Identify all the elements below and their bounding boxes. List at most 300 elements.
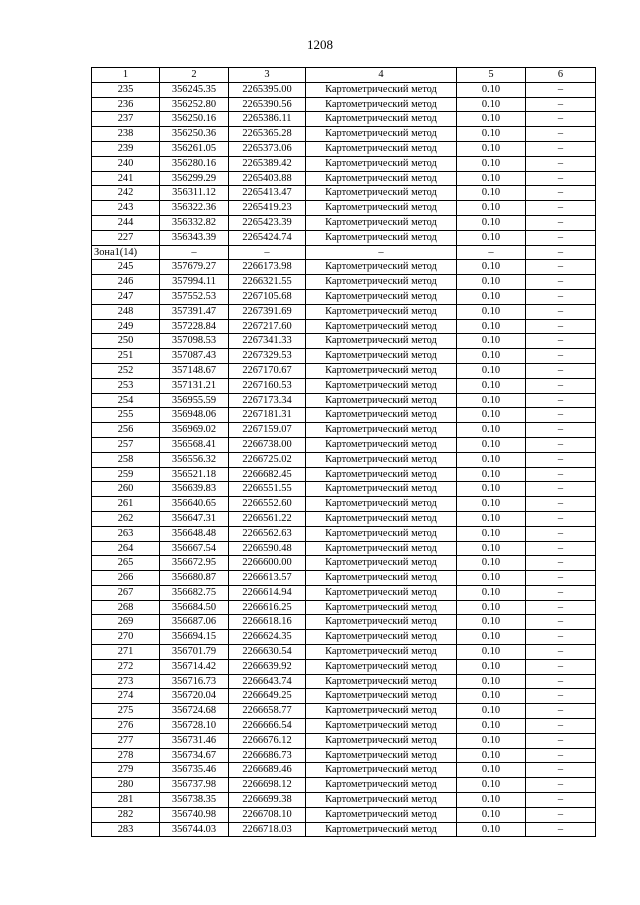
table-row [92, 659, 596, 674]
table-cell: – [526, 275, 596, 290]
table-row [92, 719, 596, 734]
table-cell: 2267170.67 [229, 363, 306, 378]
table-cell: 356647.31 [160, 511, 229, 526]
table-row [92, 704, 596, 719]
table-cell: Картометрический метод [306, 437, 457, 452]
table-cell: – [526, 511, 596, 526]
table-row [92, 393, 596, 408]
table-cell: 356250.16 [160, 112, 229, 127]
table-row [92, 215, 596, 230]
table-cell: 356738.35 [160, 793, 229, 808]
table-cell: Картометрический метод [306, 363, 457, 378]
table-cell: 269 [92, 615, 160, 630]
table-cell: 259 [92, 467, 160, 482]
table-cell: Картометрический метод [306, 482, 457, 497]
table-row [92, 437, 596, 452]
table-cell: – [526, 719, 596, 734]
table-cell: 356332.82 [160, 215, 229, 230]
table-cell: 2267329.53 [229, 349, 306, 364]
table-cell: – [526, 733, 596, 748]
table-cell: – [526, 585, 596, 600]
table-cell: 356521.18 [160, 467, 229, 482]
table-cell: Картометрический метод [306, 511, 457, 526]
table-cell: 278 [92, 748, 160, 763]
table-cell: 2266699.38 [229, 793, 306, 808]
zone-label-cell: Зона1(14) [92, 245, 160, 260]
table-cell: – [526, 156, 596, 171]
table-cell: Картометрический метод [306, 600, 457, 615]
table-cell: Картометрический метод [306, 645, 457, 660]
table-cell: – [526, 215, 596, 230]
table-cell: 2266173.98 [229, 260, 306, 275]
table-cell: – [526, 112, 596, 127]
table-cell: 2266682.45 [229, 467, 306, 482]
table-cell: 271 [92, 645, 160, 660]
table-cell: 282 [92, 807, 160, 822]
table-cell: 2266643.74 [229, 674, 306, 689]
table-row [92, 630, 596, 645]
table-cell: 356672.95 [160, 556, 229, 571]
table-cell: 238 [92, 127, 160, 142]
table-cell: Картометрический метод [306, 260, 457, 275]
table-cell: Картометрический метод [306, 689, 457, 704]
table-cell: 356252.80 [160, 97, 229, 112]
zone-row [92, 245, 596, 260]
table-cell: Картометрический метод [306, 275, 457, 290]
table-cell: – [526, 748, 596, 763]
table-cell: 0.10 [457, 645, 526, 660]
table-cell: 2266698.12 [229, 778, 306, 793]
table-cell: Картометрический метод [306, 526, 457, 541]
table-cell: Картометрический метод [306, 156, 457, 171]
table-cell: 0.10 [457, 112, 526, 127]
table-cell: – [526, 334, 596, 349]
table-cell: 356714.42 [160, 659, 229, 674]
table-cell: 246 [92, 275, 160, 290]
table-cell: 0.10 [457, 733, 526, 748]
table-row [92, 763, 596, 778]
table-cell: 248 [92, 304, 160, 319]
table-cell: 356948.06 [160, 408, 229, 423]
table-cell: 356731.46 [160, 733, 229, 748]
table-cell: 0.10 [457, 526, 526, 541]
table-cell: 0.10 [457, 437, 526, 452]
table-cell: 356343.39 [160, 230, 229, 245]
table-cell: 0.10 [457, 141, 526, 156]
table-cell: 0.10 [457, 304, 526, 319]
table-cell: 243 [92, 201, 160, 216]
table-cell: 0.10 [457, 600, 526, 615]
table-cell: – [526, 807, 596, 822]
table-row [92, 186, 596, 201]
table-cell: 0.10 [457, 763, 526, 778]
table-cell: 356720.04 [160, 689, 229, 704]
table-cell: – [526, 408, 596, 423]
column-header: 3 [229, 68, 306, 83]
table-cell: 0.10 [457, 807, 526, 822]
table-cell: – [526, 615, 596, 630]
table-cell: 2267173.34 [229, 393, 306, 408]
table-cell: 357552.53 [160, 289, 229, 304]
column-header: 4 [306, 68, 457, 83]
table-cell: 0.10 [457, 289, 526, 304]
table-cell: 2266561.22 [229, 511, 306, 526]
table-row [92, 423, 596, 438]
table-cell: Картометрический метод [306, 793, 457, 808]
table-cell: 274 [92, 689, 160, 704]
table-cell: 2266551.55 [229, 482, 306, 497]
table-cell: 356740.98 [160, 807, 229, 822]
table-cell: 356322.36 [160, 201, 229, 216]
table-cell: 264 [92, 541, 160, 556]
table-cell: – [526, 349, 596, 364]
table-cell: Картометрический метод [306, 748, 457, 763]
table-cell: 356299.29 [160, 171, 229, 186]
table-cell: 2266618.16 [229, 615, 306, 630]
table-cell: 2267341.33 [229, 334, 306, 349]
table-cell: 0.10 [457, 511, 526, 526]
table-cell: 249 [92, 319, 160, 334]
table-cell: 356682.75 [160, 585, 229, 600]
table-cell: Картометрический метод [306, 186, 457, 201]
column-header: 1 [92, 68, 160, 83]
table-cell: Картометрический метод [306, 719, 457, 734]
table-cell: Картометрический метод [306, 659, 457, 674]
table-cell: 281 [92, 793, 160, 808]
table-cell: Картометрический метод [306, 230, 457, 245]
table-cell: 275 [92, 704, 160, 719]
header-row [92, 68, 596, 83]
table-cell: – [526, 659, 596, 674]
table-cell: 2267159.07 [229, 423, 306, 438]
coordinates-table [91, 67, 596, 837]
table-row [92, 171, 596, 186]
table-cell: 356684.50 [160, 600, 229, 615]
table-cell: 357391.47 [160, 304, 229, 319]
table-cell: – [526, 778, 596, 793]
table-row [92, 289, 596, 304]
table-cell: 2266676.12 [229, 733, 306, 748]
table-cell: – [526, 689, 596, 704]
table-row [92, 334, 596, 349]
table-cell: 0.10 [457, 615, 526, 630]
table-cell: 0.10 [457, 97, 526, 112]
table-cell: Картометрический метод [306, 423, 457, 438]
table-cell: – [526, 704, 596, 719]
table-cell: – [457, 245, 526, 260]
table-cell: – [526, 378, 596, 393]
table-cell: 0.10 [457, 230, 526, 245]
table-cell: 2266590.48 [229, 541, 306, 556]
table-row [92, 127, 596, 142]
table-row [92, 526, 596, 541]
table-cell: 235 [92, 82, 160, 97]
table-cell: 356250.36 [160, 127, 229, 142]
table-cell: 356694.15 [160, 630, 229, 645]
table-cell: 237 [92, 112, 160, 127]
table-cell: 2266725.02 [229, 452, 306, 467]
table-row [92, 97, 596, 112]
table-cell: – [526, 141, 596, 156]
table-cell: – [526, 230, 596, 245]
table-cell: 356955.59 [160, 393, 229, 408]
table-cell: – [526, 245, 596, 260]
table-cell: Картометрический метод [306, 408, 457, 423]
table-cell: Картометрический метод [306, 97, 457, 112]
table-row [92, 645, 596, 660]
table-cell: 2265389.42 [229, 156, 306, 171]
table-row [92, 615, 596, 630]
table-cell: 279 [92, 763, 160, 778]
table-row [92, 230, 596, 245]
table-cell: 0.10 [457, 748, 526, 763]
table-body-zone [92, 245, 596, 260]
table-cell: 2265403.88 [229, 171, 306, 186]
table-row [92, 112, 596, 127]
table-cell: – [526, 497, 596, 512]
table-row [92, 822, 596, 837]
table-cell: 0.10 [457, 349, 526, 364]
table-cell: 268 [92, 600, 160, 615]
table-cell: 2266718.03 [229, 822, 306, 837]
table-row [92, 807, 596, 822]
table-cell: 2265390.56 [229, 97, 306, 112]
table-cell: – [526, 260, 596, 275]
table-cell: 0.10 [457, 127, 526, 142]
table-cell: 258 [92, 452, 160, 467]
table-cell: – [526, 363, 596, 378]
table-cell: 356556.32 [160, 452, 229, 467]
table-row [92, 497, 596, 512]
table-cell: – [526, 571, 596, 586]
table-cell: 255 [92, 408, 160, 423]
table-cell: 357131.21 [160, 378, 229, 393]
table-cell: – [526, 556, 596, 571]
table-cell: 0.10 [457, 408, 526, 423]
table-cell: 356261.05 [160, 141, 229, 156]
table-cell: – [526, 82, 596, 97]
table-cell: 261 [92, 497, 160, 512]
table-cell: 0.10 [457, 215, 526, 230]
table-cell: – [229, 245, 306, 260]
table-row [92, 467, 596, 482]
table-cell: 2265373.06 [229, 141, 306, 156]
table-cell: Картометрический метод [306, 585, 457, 600]
page-number: 1208 [307, 37, 333, 52]
table-cell: – [526, 186, 596, 201]
table-cell: – [526, 822, 596, 837]
table-cell: 357098.53 [160, 334, 229, 349]
table-cell: – [526, 674, 596, 689]
table-cell: 356568.41 [160, 437, 229, 452]
table-cell: Картометрический метод [306, 393, 457, 408]
table-cell: Картометрический метод [306, 497, 457, 512]
table-cell: Картометрический метод [306, 630, 457, 645]
table-cell: Картометрический метод [306, 778, 457, 793]
table-cell: 250 [92, 334, 160, 349]
table-row [92, 363, 596, 378]
table-cell: Картометрический метод [306, 704, 457, 719]
table-cell: 0.10 [457, 378, 526, 393]
table-cell: Картометрический метод [306, 82, 457, 97]
table-body-zone-points [92, 260, 596, 837]
table-cell: – [526, 793, 596, 808]
table-cell: 260 [92, 482, 160, 497]
table-cell: – [526, 630, 596, 645]
table-cell: 283 [92, 822, 160, 837]
table-cell: – [526, 423, 596, 438]
table-cell: 0.10 [457, 467, 526, 482]
table-cell: 2266738.00 [229, 437, 306, 452]
table-cell: 356724.68 [160, 704, 229, 719]
table-cell: Картометрический метод [306, 127, 457, 142]
table-cell: 251 [92, 349, 160, 364]
table-row [92, 260, 596, 275]
table-cell: 356648.48 [160, 526, 229, 541]
table-cell: 2265419.23 [229, 201, 306, 216]
table-cell: 356680.87 [160, 571, 229, 586]
table-row [92, 511, 596, 526]
table-cell: 356728.10 [160, 719, 229, 734]
table-row [92, 452, 596, 467]
table-cell: 356639.83 [160, 482, 229, 497]
table-cell: 0.10 [457, 363, 526, 378]
table-cell: 356744.03 [160, 822, 229, 837]
table-cell: Картометрический метод [306, 467, 457, 482]
table-row [92, 349, 596, 364]
table-cell: 2267160.53 [229, 378, 306, 393]
table-cell: Картометрический метод [306, 112, 457, 127]
table-cell: 356667.54 [160, 541, 229, 556]
table-cell: 0.10 [457, 571, 526, 586]
table-cell: – [526, 482, 596, 497]
table-cell: 2266600.00 [229, 556, 306, 571]
table-cell: Картометрический метод [306, 763, 457, 778]
table-cell: Картометрический метод [306, 571, 457, 586]
table-cell: 276 [92, 719, 160, 734]
table-cell: 0.10 [457, 556, 526, 571]
table-cell: 356687.06 [160, 615, 229, 630]
table-cell: 2266658.77 [229, 704, 306, 719]
table-cell: 2267105.68 [229, 289, 306, 304]
table-row [92, 304, 596, 319]
table-cell: 2266686.73 [229, 748, 306, 763]
table-cell: 239 [92, 141, 160, 156]
table-cell: 356311.12 [160, 186, 229, 201]
table-cell: 357679.27 [160, 260, 229, 275]
table-cell: 356734.67 [160, 748, 229, 763]
table-cell: 2266321.55 [229, 275, 306, 290]
table-cell: Картометрический метод [306, 733, 457, 748]
table-cell: 2266630.54 [229, 645, 306, 660]
table-cell: 257 [92, 437, 160, 452]
column-header: 6 [526, 68, 596, 83]
table-row [92, 585, 596, 600]
table-row [92, 541, 596, 556]
table-cell: 2266616.25 [229, 600, 306, 615]
table-cell: Картометрический метод [306, 378, 457, 393]
table-cell: 2267181.31 [229, 408, 306, 423]
table-cell: Картометрический метод [306, 319, 457, 334]
table-cell: 0.10 [457, 659, 526, 674]
table-row [92, 793, 596, 808]
table-cell: 2266552.60 [229, 497, 306, 512]
table-cell: 0.10 [457, 319, 526, 334]
table-cell: 356245.35 [160, 82, 229, 97]
table-cell: – [306, 245, 457, 260]
table-cell: 0.10 [457, 186, 526, 201]
table-row [92, 600, 596, 615]
table-cell: 236 [92, 97, 160, 112]
table-cell: – [526, 467, 596, 482]
table-cell: 0.10 [457, 171, 526, 186]
table-cell: 0.10 [457, 822, 526, 837]
table-row [92, 156, 596, 171]
table-cell: 2265423.39 [229, 215, 306, 230]
table-cell: 0.10 [457, 674, 526, 689]
table-cell: 0.10 [457, 275, 526, 290]
table-cell: 0.10 [457, 585, 526, 600]
table-cell: 2266624.35 [229, 630, 306, 645]
table-cell: 0.10 [457, 393, 526, 408]
table-cell: 2265424.74 [229, 230, 306, 245]
table-cell: – [526, 526, 596, 541]
table-cell: – [526, 127, 596, 142]
table-cell: – [526, 393, 596, 408]
table-cell: Картометрический метод [306, 822, 457, 837]
table-cell: 240 [92, 156, 160, 171]
table-cell: 245 [92, 260, 160, 275]
table-cell: 2267217.60 [229, 319, 306, 334]
table-cell: 0.10 [457, 704, 526, 719]
table-cell: Картометрический метод [306, 615, 457, 630]
table-cell: Картометрический метод [306, 807, 457, 822]
table-row [92, 408, 596, 423]
table-row [92, 141, 596, 156]
table-cell: – [526, 437, 596, 452]
table-cell: 244 [92, 215, 160, 230]
table-cell: – [526, 452, 596, 467]
table-cell: Картометрический метод [306, 289, 457, 304]
table-cell: 2266613.57 [229, 571, 306, 586]
table-cell: 0.10 [457, 793, 526, 808]
table-cell: 2265395.00 [229, 82, 306, 97]
table-cell: Картометрический метод [306, 141, 457, 156]
table-cell: – [526, 319, 596, 334]
table-cell: 262 [92, 511, 160, 526]
table-cell: – [526, 541, 596, 556]
table-cell: Картометрический метод [306, 201, 457, 216]
table-cell: 241 [92, 171, 160, 186]
table-cell: 252 [92, 363, 160, 378]
table-cell: Картометрический метод [306, 674, 457, 689]
table-cell: 356737.98 [160, 778, 229, 793]
table-cell: 356969.02 [160, 423, 229, 438]
table-cell: 2266689.46 [229, 763, 306, 778]
table-cell: Картометрический метод [306, 541, 457, 556]
table-cell: – [526, 600, 596, 615]
table-cell: 0.10 [457, 482, 526, 497]
table-cell: 265 [92, 556, 160, 571]
table-cell: 357148.67 [160, 363, 229, 378]
table-cell: – [526, 289, 596, 304]
table-cell: 357087.43 [160, 349, 229, 364]
table-cell: 272 [92, 659, 160, 674]
table-cell: 253 [92, 378, 160, 393]
table-cell: 2266639.92 [229, 659, 306, 674]
table-cell: 0.10 [457, 82, 526, 97]
table-cell: 0.10 [457, 452, 526, 467]
